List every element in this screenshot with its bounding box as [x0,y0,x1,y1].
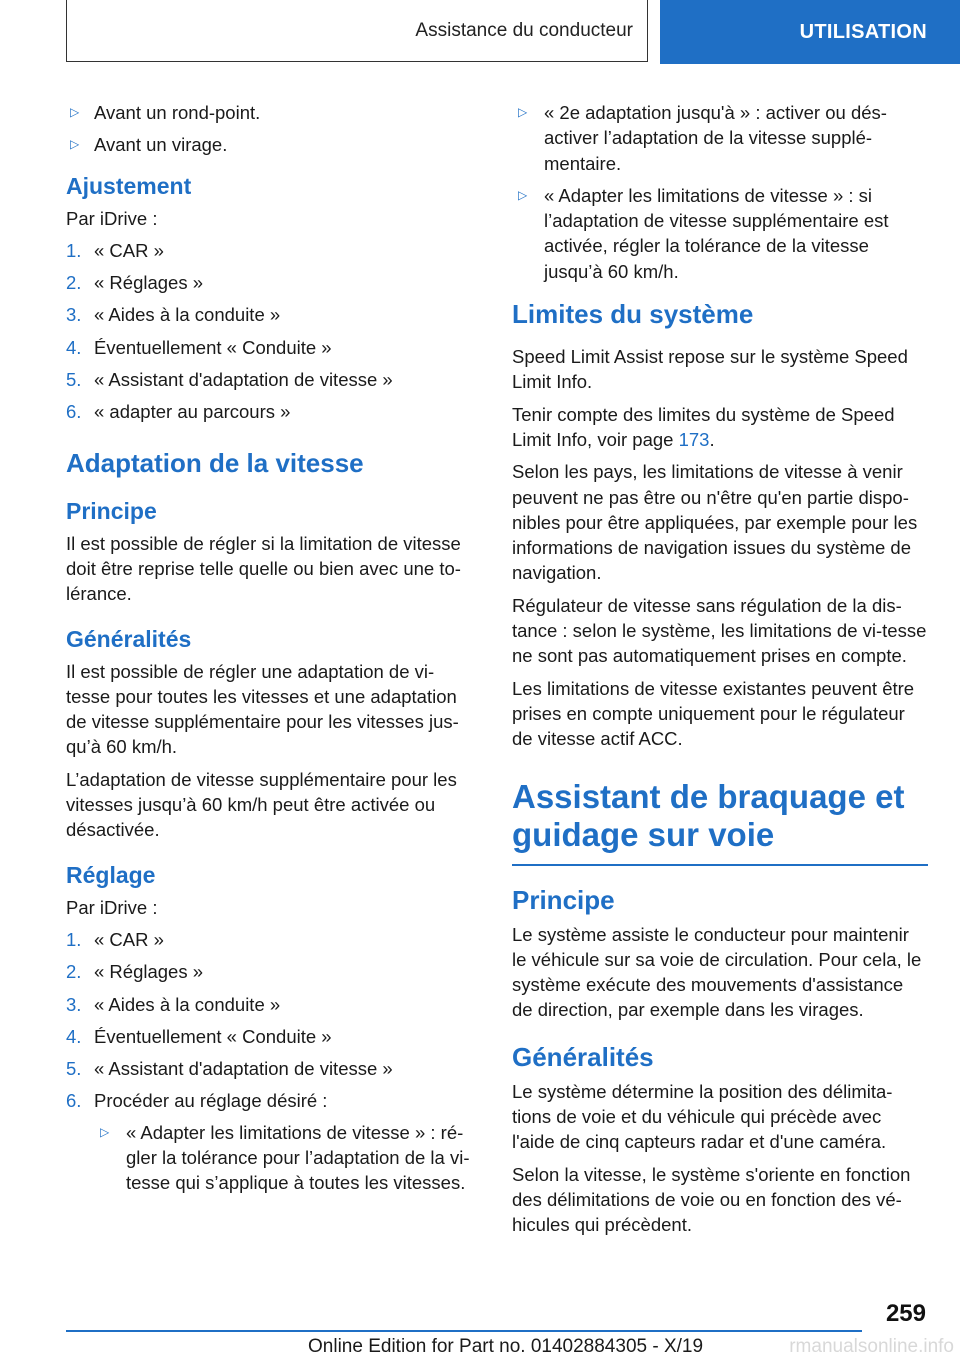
page-number: 259 [885,1300,926,1327]
list-item: 1. « CAR » [66,927,476,952]
running-header-section [66,0,648,62]
step-number: 6. [66,1090,82,1112]
step-number: 3. [66,304,82,326]
triangle-bullet-icon: ▷ [70,137,80,152]
paragraph: Selon la vitesse, le système s'oriente en fonction des délimitations de voie ou en fonction des vé-hicules qui précèdent. [512,1163,911,1236]
paragraph: Le système détermine la position des délimita-tions de voie et du véhicule qui précède avec l'aide de cinq capteurs radar et d'une caméra. [512,1080,893,1153]
triangle-bullet-icon: ▷ [518,105,528,119]
list-item: 4. Éventuellement « Conduite » [66,335,476,360]
heading-generalites: Généralités [66,625,192,652]
list-item: 2. « Réglages » [66,270,476,295]
list-item: ▷ « Adapter les limitations de vitesse » : ré-gler la tolérance pour l’adaptation de la vi-tesse qui s’applique à toutes les vitesses. [100,1121,470,1194]
triangle-bullet-icon: ▷ [100,1124,110,1139]
list-item: 5. « Assistant d'adaptation de vitesse » [66,1056,476,1081]
list-item: 2. « Réglages » [66,959,476,984]
list-item: 3. « Aides à la conduite » [66,992,476,1017]
edition-text: Online Edition for Part no. 01402884305 - X/19 [308,1336,704,1357]
list-item: 6. « adapter au parcours » [66,399,476,424]
paragraph: L’adaptation de vitesse supplémentaire pour les vitesses jusqu’à 60 km/h peut être activée ou désactivée. [66,768,457,841]
paragraph: Il est possible de régler si la limitation de vitesse doit être reprise telle quelle ou bien avec une to-lérance. [66,532,461,605]
triangle-bullet-icon: ▷ [518,187,528,202]
step-number: 5. [66,1058,82,1080]
page-reference-link[interactable]: 173 [678,428,710,450]
list-item: 5. « Assistant d'adaptation de vitesse » [66,367,476,392]
step-number: 5. [66,369,82,391]
heading-limites-systeme: Limites du système [512,299,754,330]
bullet-list [66,100,476,158]
step-number: 6. [66,401,82,423]
paragraph: Speed Limit Assist repose sur le système Speed Limit Info. [512,346,908,393]
step-number: 2. [66,961,82,983]
heading-ajustement: Ajustement [66,172,192,199]
list-item: 6. Procéder au réglage désiré : ▷ « Adapter les limitations de vitesse » : ré-gler la tolérance pour l’adaptation de la vi-tesse qui s’applique à toutes les vitesses. [66,1088,476,1195]
footer-divider [66,1330,862,1332]
list-item: 3. « Aides à la conduite » [66,302,476,327]
step-number: 4. [66,336,82,358]
heading-adaptation-vitesse: Adaptation de la vitesse [66,447,364,478]
list-item: 1. « CAR » [66,238,476,263]
heading-principe: Principe [512,884,615,915]
chapter-title: UTILISATION [799,20,927,43]
heading-generalites: Généralités [512,1041,654,1072]
section-title: Assistance du conducteur [415,19,633,41]
watermark-text: rmanualsonline.info [789,1336,954,1357]
list-item: ▷ « 2e adaptation jusqu'à » : activer ou dés-activer l’adaptation de la vitesse supplé-mentaire. [518,102,887,174]
step-number: 2. [66,272,82,294]
paragraph: Tenir compte des limites du système de Speed Limit Info, voir page 173. [512,403,895,450]
numbered-list [66,238,476,425]
left-column [66,100,476,1203]
list-item: 4. Éventuellement « Conduite » [66,1024,476,1049]
paragraph: Selon les pays, les limitations de vitesse à venir peuvent ne pas être ou n'être qu'en partie dispo-nibles pour être appliquées, par exemple pour les informations de navigation issues du système de navigation. [512,461,918,584]
list-item: ▷ « Adapter les limitations de vitesse » : si l’adaptation de vitesse supplémentaire est activée, régler la tolérance de la vitesse jusqu’à 60 km/h. [518,184,889,282]
paragraph: Régulateur de vitesse sans régulation de la dis-tance : selon le système, les limitations de vi-tesse ne sont pas automatiquement prises en compte. [512,594,927,667]
triangle-bullet-icon: ▷ [70,105,80,119]
heading-principe: Principe [66,497,157,524]
right-column [512,100,928,1245]
step-number: 1. [66,239,82,261]
paragraph: Les limitations de vitesse existantes peuvent être prises en compte uniquement pour le régulateur de vitesse actif ACC. [512,677,915,750]
sub-bullet-list [94,1120,476,1196]
list-item: ▷ Avant un rond-point. [70,102,261,123]
paragraph: Par iDrive : [66,207,158,229]
step-number: 3. [66,993,82,1015]
paragraph: Le système assiste le conducteur pour maintenir le véhicule sur sa voie de circulation. Pour cela, le système exécute des mouvements d'assistance de direction, par exemple dans les virages. [512,923,922,1021]
step-number: 1. [66,928,82,950]
list-item: ▷ Avant un virage. [70,134,228,156]
paragraph: Par iDrive : [66,896,158,918]
paragraph: Il est possible de régler une adaptation de vi-tesse pour toutes les vitesses et une adaptation de vitesse supplémentaire pour les vitesses jus-qu’à 60 km/h. [66,660,459,758]
sub-bullet-list [512,100,928,284]
heading-reglage: Réglage [66,861,156,888]
heading-assistant-braquage: Assistant de braquage et guidage sur voie [512,778,928,866]
numbered-list [66,927,476,1196]
chapter-tab [660,0,960,64]
step-number: 4. [66,1025,82,1047]
